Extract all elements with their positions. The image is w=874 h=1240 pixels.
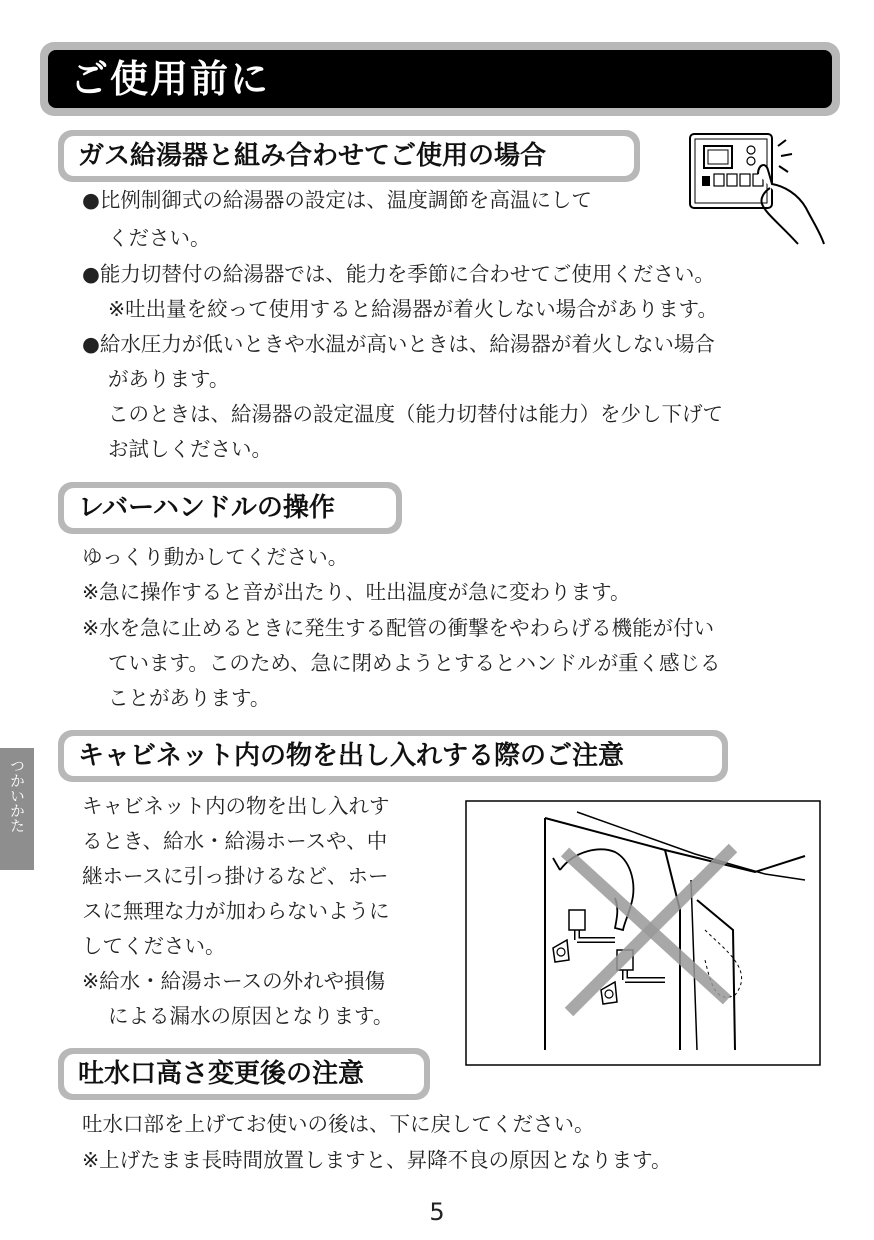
gas-line-4: ※吐出量を絞って使用すると給湯器が着火しない場合があります。 [108,297,719,321]
page-number: 5 [429,1198,445,1226]
spout-line-1: 吐水口部を上げてお使いの後は、下に戻してください。 [82,1112,595,1136]
cabinet-line-7: による漏水の原因となります。 [108,1004,394,1028]
side-tab [0,748,34,870]
gas-line-3: ●能力切替付の給湯器では、能力を季節に合わせてご使用ください。 [82,262,715,286]
lever-line-4: ています。このため、急に閉めようとするとハンドルが重く感じる [108,651,721,675]
section-cabinet-heading [58,730,728,782]
spout-line-2: ※上げたまま長時間放置しますと、昇降不良の原因となります。 [82,1148,672,1172]
gas-line-1: ●比例制御式の給湯器の設定は、温度調節を高温にして [82,188,592,212]
gas-line-6: があります。 [108,367,230,391]
section-gas-heading [58,130,640,182]
lever-line-5: ことがあります。 [108,686,271,710]
section-spout-heading [58,1048,430,1100]
cabinet-hose-prohibited-illustration [465,800,821,1066]
gas-line-5: ●給水圧力が低いときや水温が高いときは、給湯器が着火しない場合 [82,332,715,356]
lever-line-1: ゆっくり動かしてください。 [82,545,349,569]
water-heater-remote-icon [688,132,828,250]
cabinet-line-2: るとき、給水・給湯ホースや、中 [82,829,388,853]
section-cabinet-title: キャビネット内の物を出し入れする際のご注意 [64,736,722,776]
section-spout-title: 吐水口高さ変更後の注意 [64,1054,424,1094]
page-header [40,42,840,116]
page-title: ご使用前に [48,50,832,108]
side-tab-label: つかいかた [8,758,26,833]
gas-line-8: お試しください。 [108,437,272,461]
cabinet-line-4: スに無理な力が加わらないように [82,899,390,923]
gas-line-7: このときは、給湯器の設定温度（能力切替付は能力）を少し下げて [108,402,723,426]
gas-line-2: ください。 [108,226,211,250]
section-lever-heading [58,482,402,534]
cabinet-line-6: ※給水・給湯ホースの外れや損傷 [82,969,386,993]
cabinet-line-3: 継ホースに引っ掛けるなど、ホー [82,864,389,888]
section-gas-title: ガス給湯器と組み合わせてご使用の場合 [64,136,634,176]
cabinet-line-1: キャビネット内の物を出し入れす [82,794,390,818]
section-lever-title: レバーハンドルの操作 [64,488,396,528]
cabinet-line-5: してください。 [82,934,226,958]
lever-line-3: ※水を急に止めるときに発生する配管の衝撃をやわらげる機能が付い [82,616,715,640]
lever-line-2: ※急に操作すると音が出たり、吐出温度が急に変わります。 [82,580,631,604]
